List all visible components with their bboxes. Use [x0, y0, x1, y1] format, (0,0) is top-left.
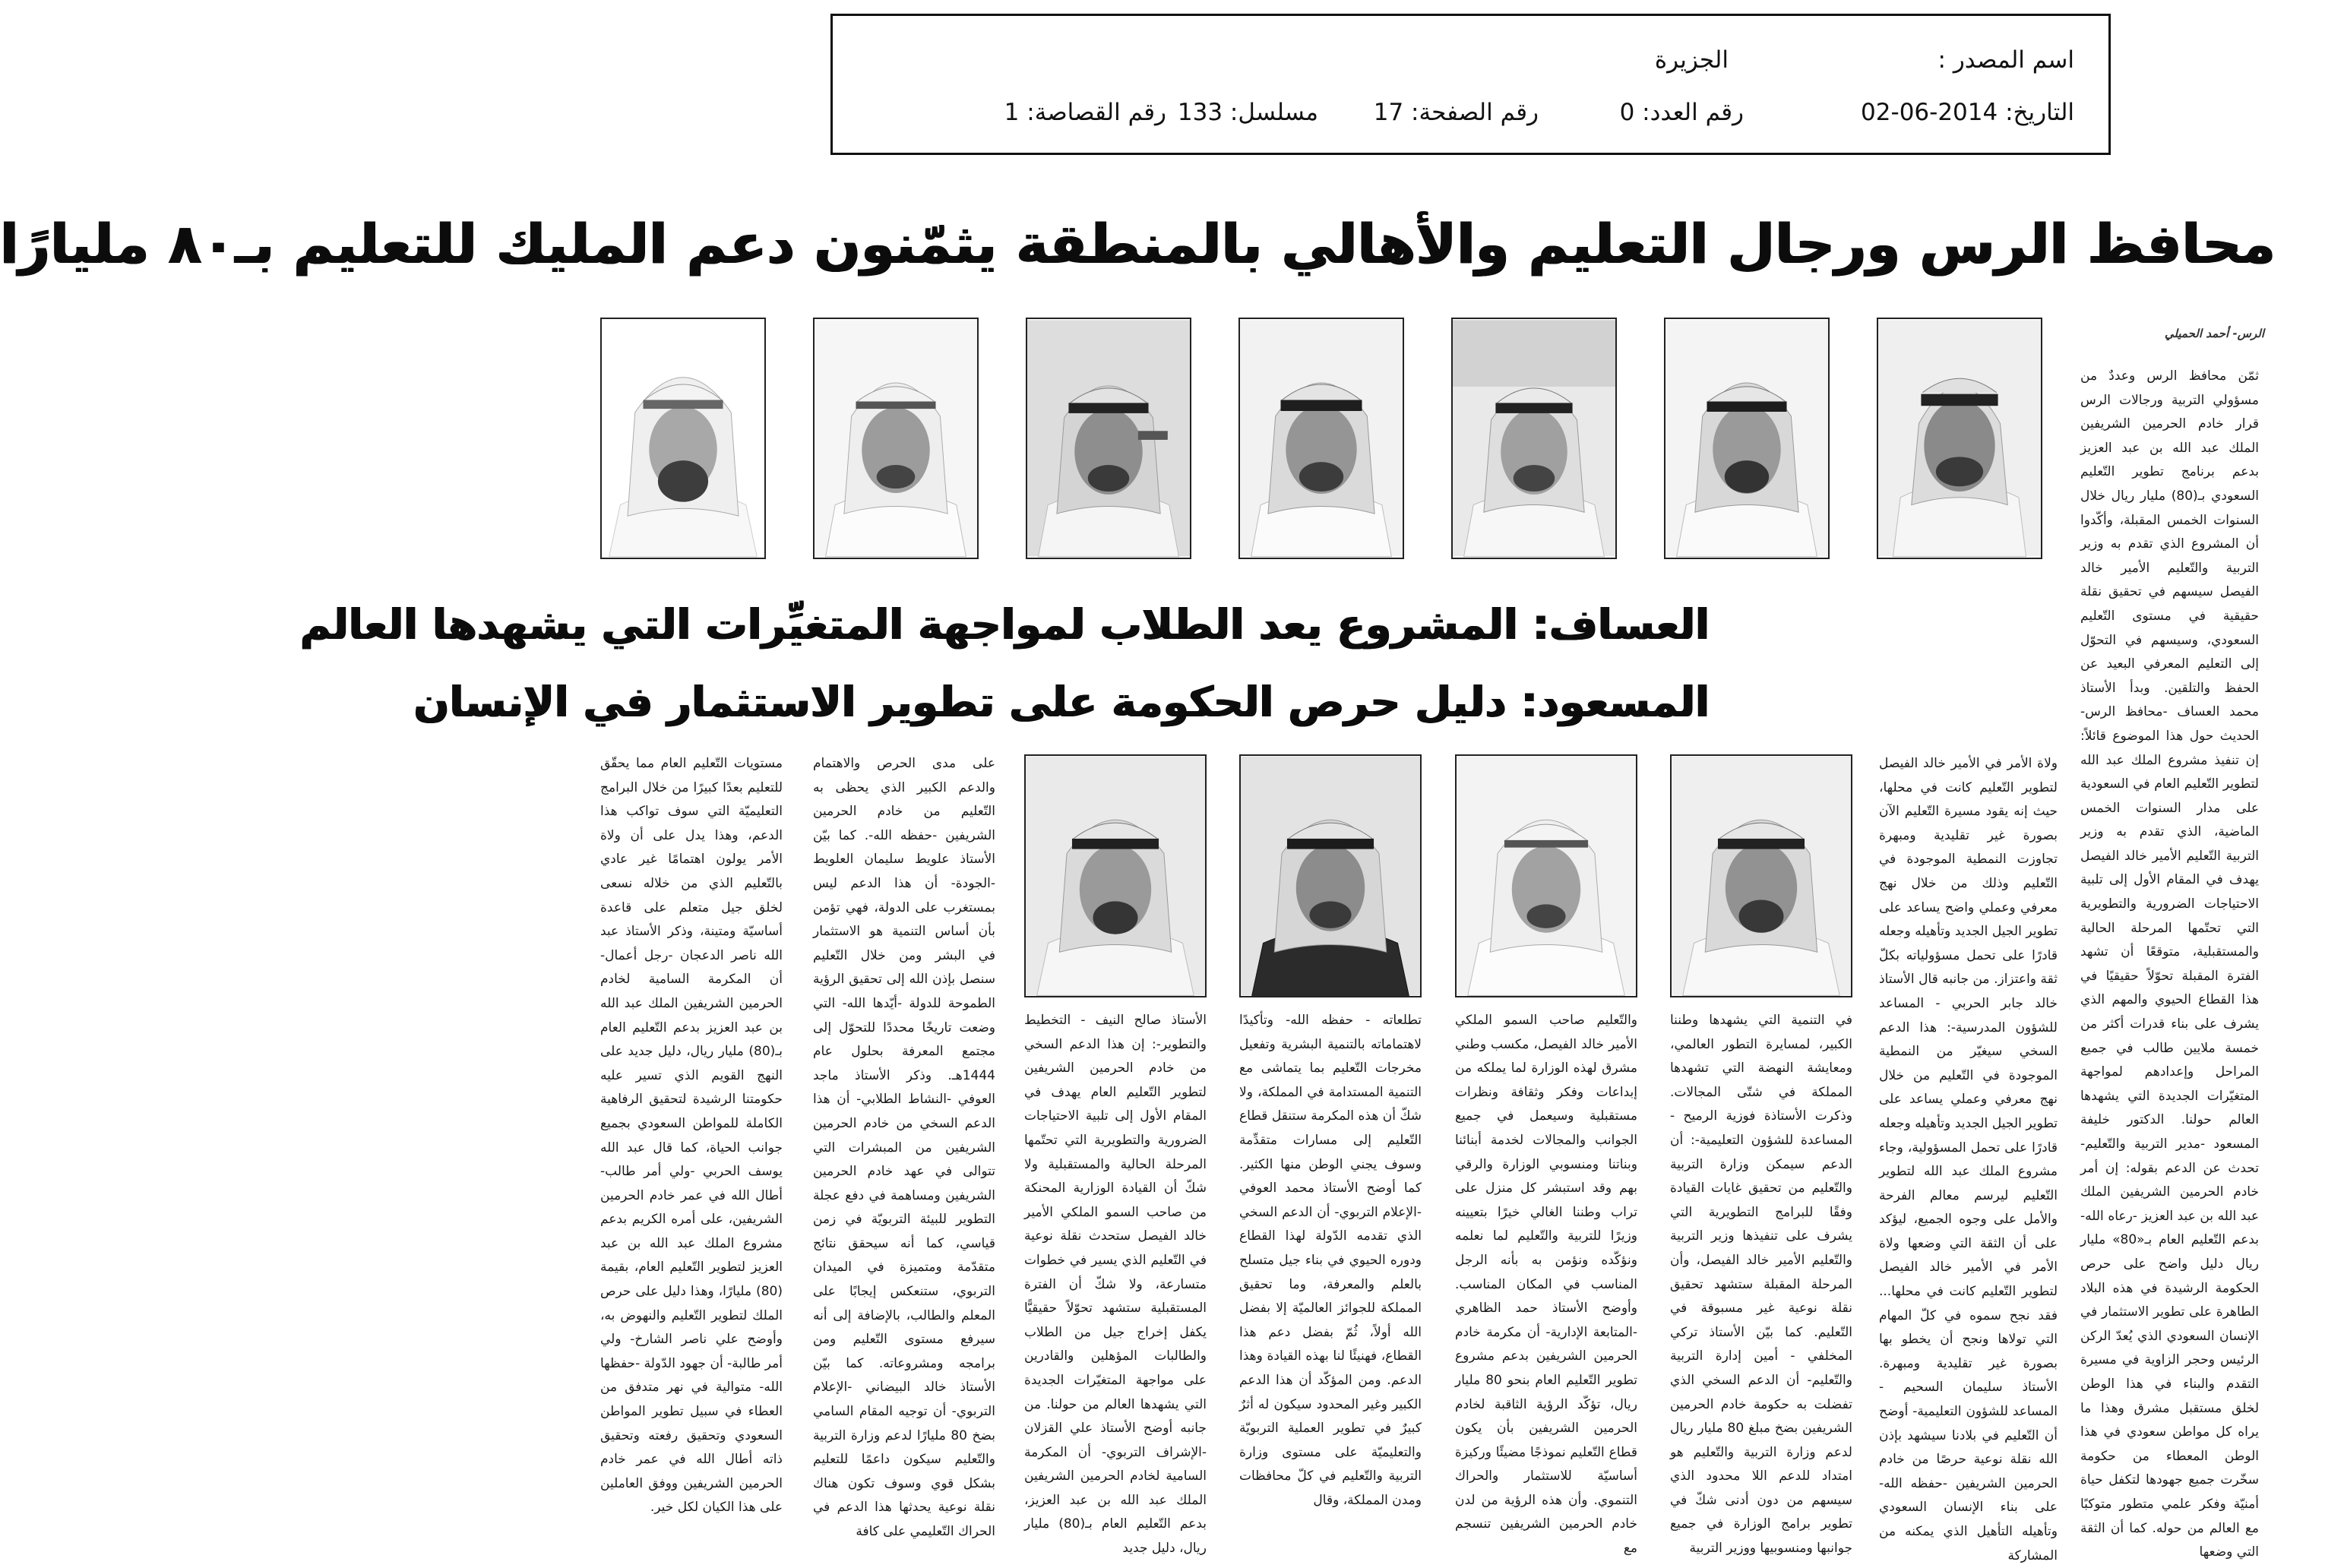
sub-headline-2: المسعود: دليل حرص الحكومة على تطوير الاستثمار في الإنسان — [413, 678, 1710, 726]
portrait-1 — [1877, 318, 2042, 559]
page-field: رقم الصفحة: 17 — [1373, 99, 1539, 126]
article-column-7: على مدى الحرص والاهتمام والدعم الكبير الذي يحظى به التّعليم من خادم الحرمين الشريفين -حفظه الله-. كما بيّن الأستاذ علويط سليمان العلويط -الجودة- أن هذا الدعم ليس بمستغرب على الدولة، فهي تؤمن بأن أساس التنمية هو الاستثمار في البشر ومن خلال التّعليم سنصل بإذن الله إلى تحقيق الرؤية الطموحة للدولة -أيّدها الله- التي وضعت تاريخًا محددًا للتحوّل إلى مجتمع المعرفة بحلول عام 1444هـ. وذكر الأستاذ ماجد العوفي -النشاط الطلابي- أن هذا الدعم السخي من خادم الحرمين الشريفين من المبشرات التي تتوالى في عهد خادم الحرمين الشريفين ومساهمة في دفع عجلة التطوير للبيئة التربويّة في زمن قياسي، كما أنه سيحقق نتائج متقدّمة ومتميزة في الميدان التربوي، ستنعكس إيجابًا على المعلم والطالب، بالإضافة إلى أنه سيرفع مستوى التّعليم ومن برامجه ومشروعاته. كما بيّن الأستاذ خالد البيضاني -الإعلام التربوي- أن توجيه المقام السامي بضخ 80 مليارًا لدعم وزارة التربية والتّعليم سيكون داعمًا للتعليم بشكل قوي وسوف تكون هناك نقلة نوعية يحدثها هذا الدعم في الحراك التّعليمي على كافة — [813, 756, 995, 1539]
portrait-2 — [1664, 318, 1830, 559]
portrait-8 — [1670, 754, 1852, 997]
article-column-8: مستويات التّعليم العام مما يحقّق للتعليم بعدًا كبيرًا من خلال البرامج التعليميّة التي سوف تواكب هذا الدعم، وهذا يدل على أن ولاة الأمر يولون اهتمامًا غير عادي بالتّعليم الذي من خلاله نسعى لخلق جيل متعلم على قاعدة أساسيّة ومتينة، وذكر الأستاذ عبد الله ناصر الدعجان -رجل أعمال- أن المكرمة السامية لخادم الحرمين الشريفين الملك عبد الله بن عبد العزيز بدعم التّعليم العام بـ(80) مليار ريال، دليل جديد على النهج القويم الذي تسير عليه حكومتنا الرشيدة لتحقيق الرفاهية الكاملة للمواطن السعودي بجميع جوانب الحياة، كما قال عبد الله يوسف الحربي -ولي أمر طالب- أطال الله في عمر خادم الحرمين الشريفين، على أمره الكريم بدعم مشروع الملك عبد الله بن عبد العزيز لتطوير التّعليم العام، بقيمة (80) مليارًا، وهذا دليل على حرص الملك لتطوير التّعليم والنهوض به، وأوضح علي ناصر الشارخ- ولي أمر طالبة- أن جهود الدّولة -حفظها الله- متوالية في نهر متدفق من العطاء في سبيل تطوير المواطن السعودي وتحقيق رفعته وتحقيق ذاته أطال الله في عمر خادم الحرمين الشريفين ووفق العاملين على هذا الكيان لكل خير. — [600, 756, 783, 1516]
clip-field: رقم القصاصة: 1 — [1004, 99, 1166, 126]
portrait-3 — [1451, 318, 1617, 559]
portrait-7 — [600, 318, 766, 559]
serial-field: مسلسل: 133 — [1177, 99, 1318, 126]
sub-headline-1: العساف: المشروع يعد الطلاب لمواجهة المتغيِّرات التي يشهدها العالم — [299, 600, 1710, 649]
portrait-9 — [1455, 754, 1637, 997]
portrait-11 — [1024, 754, 1207, 997]
byline: الرس- أحمد الحميلي — [2164, 327, 2264, 340]
article-column-4: والتّعليم صاحب السمو الملكي الأمير خالد الفيصل، مكسب وطني مشرق لهذه الوزارة لما يملكه من إبداعات وفكر وثقافة ونظرات مستقبلية وسيعمل في جميع الجوانب والمجالات لخدمة أبنائنا وبناتنا ومنسوبي الوزارة والرقي بهم وقد استبشر كل منزل على تراب وطننا الغالي خيرًا بتعيينه وزيرًا للتربية والتّعليم لما نعلمه ونؤكّده ونؤمن به بأنه الرجل المناسب في المكان المناسب. وأوضح الأستاذ حمد الظاهري -المتابعة الإدارية- أن مكرمة خادم الحرمين الشريفين بدعم مشروع تطوير التّعليم العام بنحو 80 مليار ريال، تؤكّد الرؤية الثاقبة لخادم الحرمين الشريفين بأن يكون قطاع التّعليم نموذجًا مضيئًا وركيزة أساسيّة للاستثمار والحراك التنموي. وأن هذه الرؤية من لدن خادم الحرمين الشريفين تنسجم مع — [1455, 1013, 1637, 1557]
article-column-6: الأستاذ صالح النيف - التخطيط والتطوير-: إن هذا الدعم السخي من خادم الحرمين الشريفين لتطوير التّعليم العام يهدف في المقام الأول إلى تلبية الاحتياجات الضرورية والتطويرية التي تحتّمها المرحلة الحالية والمستقبلية ولا شكّ أن القيادة الوزارية المحنكة من صاحب السمو الملكي الأمير خالد الفيصل ستحدث نقلة نوعية في التّعليم الذي يسير في خطوات متسارعة، ولا شكّ أن الفترة المستقبلية ستشهد تحوّلاً حقيقيًّا يكفل إخراج جيل من الطلاب والطالبات المؤهلين والقادرين على مواجهة المتغيّرات الجديدة التي يشهدها العالم من حولنا. من جانبه أوضح الأستاذ علي القزلان -الإشراف التربوي- أن المكرمة السامية لخادم الحرمين الشريفين الملك عبد الله بن عبد العزيز، بدعم التّعليم العام بـ(80) مليار ريال، دليل جديد — [1024, 1013, 1207, 1557]
source-label: اسم المصدر : — [1938, 46, 2074, 74]
main-headline: محافظ الرس ورجال التعليم والأهالي بالمنطقة يثمّنون دعم المليك للتعليم بـ٨٠ مليارًا — [0, 212, 2276, 276]
portrait-6 — [813, 318, 979, 559]
article-column-3: في التنمية التي يشهدها وطننا الكبير، لمسايرة التطور العالمي، ومعايشة النهضة التي تشهدها المملكة في شتّى المجالات. وذكرت الأستاذة فوزية الرميح - المساعدة للشؤون التعليمية-: أن الدعم سيمكن وزارة التربية والتّعليم من تحقيق غايات القيادة وفقًا للبرامج التطويرية التي يشرف على تنفيذها وزير التربية والتّعليم الأمير خالد الفيصل، وأن المرحلة المقبلة ستشهد تحقيق نقلة نوعية غير مسبوقة في التّعليم. كما بيّن الأستاذ تركي المخلفي - أمين إدارة التربية والتّعليم- أن الدعم السخي الذي تفضلت به حكومة خادم الحرمين الشريفين بضخ مبلغ 80 مليار ريال لدعم وزارة التربية والتّعليم هو امتداد للدعم اللا محدود الذي سيسهم من دون أدنى شكّ في تطوير برامج الوزارة في جميع جوانبها ومنسوبيها ووزير التربية — [1670, 1013, 1852, 1557]
portrait-4 — [1238, 318, 1404, 559]
source-value: الجزيرة — [1654, 46, 1729, 74]
issue-field: رقم العدد: 0 — [1619, 99, 1744, 126]
portrait-5 — [1026, 318, 1191, 559]
source-info-box — [830, 14, 2111, 155]
portrait-10 — [1239, 754, 1422, 997]
date-field: التاريخ: 2014-06-02 — [1861, 99, 2074, 126]
article-column-1: ثمّن محافظ الرس وعددٌ من مسؤولي التربية ورجالات الرس قرار خادم الحرمين الشريفين الملك عبد الله بن عبد العزيز بدعم برنامج تطوير التّعليم السعودي بـ(80) مليار ريال خلال السنوات الخمس المقبلة، وأكّدوا أن المشروع الذي تقدم به وزير التربية والتّعليم الأمير خالد الفيصل سيسهم في تحقيق نقلة حقيقية في مستوى التّعليم السعودي، وسيسهم في التحوّل إلى التعليم المعرفي البعيد عن الحفظ والتلقين. وبدأ الأستاذ محمد العساف -محافظ الرس- الحديث حول هذا الموضوع قائلاً: إن تنفيذ مشروع الملك عبد الله لتطوير التّعليم العام في السعودية على مدار السنوات الخمس الماضية، الذي تقدم به وزير التربية التّعليم الأمير خالد الفيصل يهدف في المقام الأول إلى تلبية الاحتياجات الضرورية والتطويرية التي تحتّمها المرحلة الحالية والمستقبلية، متوقعًا أن تشهد الفترة المقبلة تحوّلاً حقيقيًا في هذا القطاع الحيوي والمهم الذي يشرف على بناء قدرات أكثر من خمسة ملايين طالب في جميع المراحل وإعدادهم لمواجهة المتغيّرات الجديدة التي يشهدها العالم حولنا. الدكتور خليفة المسعود -مدير التربية والتّعليم- تحدث عن الدعم بقوله: إن أمر خادم الحرمين الشريفين الملك عبد الله بن عبد العزيز -رعاه الله- بدعم التّعليم العام بـ«80» مليار ريال دليل واضح على حرص الحكومة الرشيدة في هذه البلاد الطاهرة على تطوير الاستثمار في الإنسان السعودي الذي يُعدّ الركن الرئيس وحجر الزاوية في مسيرة التقدم والبناء في هذا الوطن لخلق مستقبل مشرق وهذا ما يراه كل مواطن سعودي في هذا الوطن المعطاء من حكومة سخّرت جميع جهودها لتكفل حياة أمنيّة وفكر علمي متطور متوكبًا مع العالم من حوله. كما أن الثقة التي وضعها — [2080, 368, 2259, 1560]
article-column-5: تطلعاته - حفظه الله- وتأكيدًا لاهتماماته بالتنمية البشرية وتفعيل مخرجات التّعليم بما يتماشى مع التنمية المستدامة في المملكة، ولا شكّ أن هذه المكرمة ستنقل قطاع التّعليم إلى مسارات متقدِّمة وسوف يجني الوطن منها الكثير. كما أوضح الأستاذ محمد العوفي -الإعلام التربوي- أن الدعم السخي الذي تقدمه الدّولة لهذا القطاع ودوره الحيوي في بناء جيل متسلح بالعلم والمعرفة، وما تحقيق المملكة للجوائز العالميّة إلا بفضل الله أولاً، ثُمّ بفضل دعم هذا القطاع، فهنيئًا لنا بهذه القيادة وهذا الدعم. ومن المؤكّد أن هذا الدعم الكبير وغير المحدود سيكون له أثرٌ كبيرٌ في تطوير العملية التربويّة والتعليميّة على مستوى وزارة التربية والتّعليم في كلّ محافظات ومدن المملكة، وقال — [1239, 1013, 1422, 1508]
article-column-2: ولاة الأمر في الأمير خالد الفيصل لتطوير التّعليم كانت في محلها، حيث إنه يقود مسيرة التّعليم الآن بصورة غير تقليدية ومبهرة تجاوزت النمطية الموجودة في التّعليم وذلك من خلال نهج معرفي وعملي واضح يساعد على تطوير الجيل الجديد وتأهيله وجعله قادرًا على تحمل مسؤولياته بكلّ ثقة واعتزاز. من جانبه قال الأستاذ خالد جابر الحربي - المساعد للشؤون المدرسية-: هذا الدعم السخي سيغيّر من النمطية الموجودة في التّعليم من خلال نهج معرفي وعملي يساعد على تطوير الجيل الجديد وتأهيله وجعله قادرًا على تحمل المسؤولية، وجاء مشروع الملك عبد الله لتطوير التّعليم ليرسم معالم الفرحة والأمل على وجوه الجميع، ليؤكد على أن الثقة التي وضعها ولاة الأمر في الأمير خالد الفيصل لتطوير التّعليم كانت في محلها... فقد نجح سموه في كلّ المهام التي تولاها ونجح أن يخطو بها بصورة غير تقليدية ومبهرة. الأستاذ سليمان السحيم - المساعد للشؤون التعليمية- أوضح أن التّعليم في بلادنا سيشهد بإذن الله نقلة نوعية حرصًا من خادم الحرمين الشريفين -حفظه الله- على بناء الإنسان السعودي وتأهيله التأهيل الذي يمكنه من المشاركة — [1879, 756, 2058, 1563]
